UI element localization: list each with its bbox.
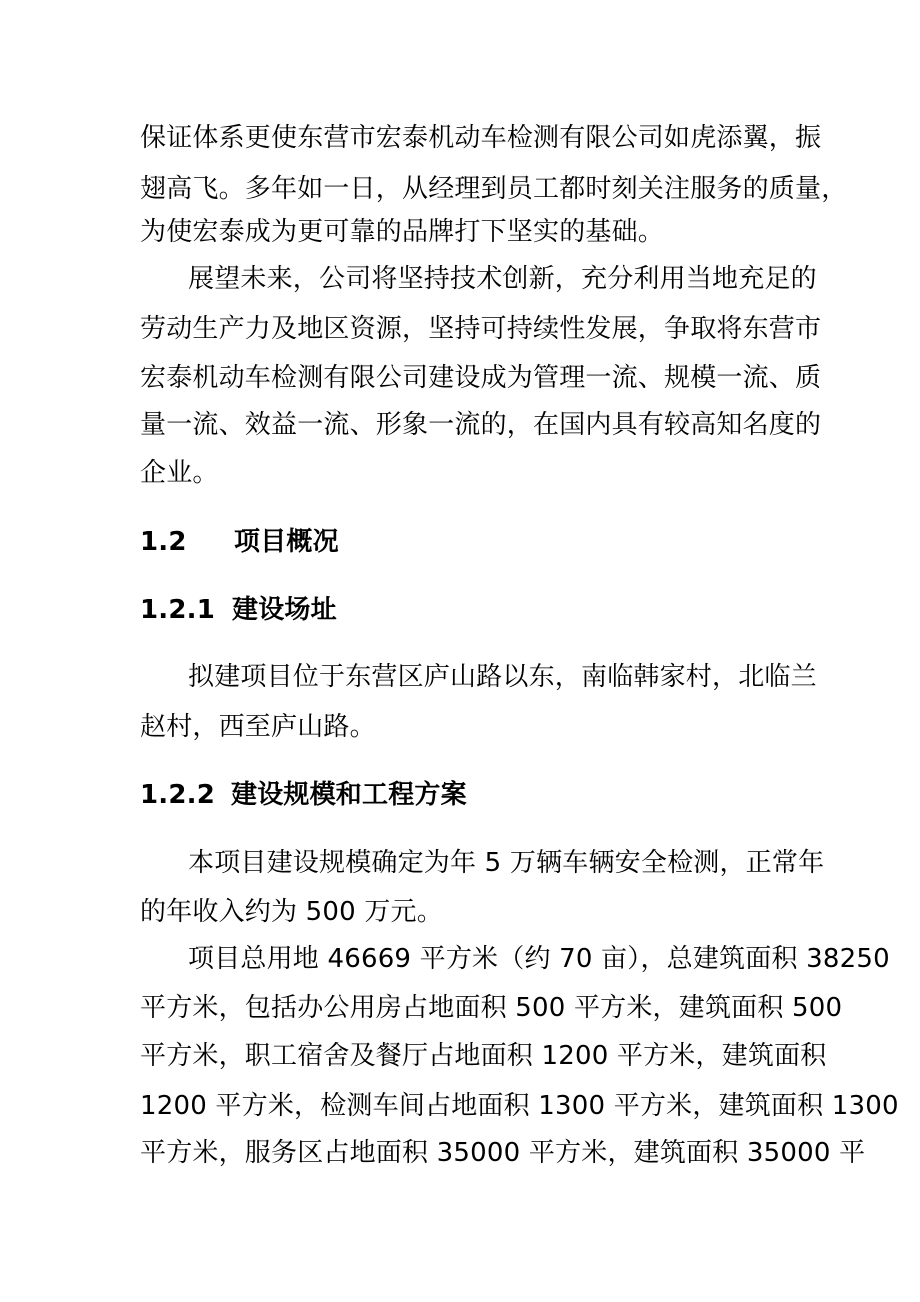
paragraph-line: 本项目建设规模确定为年 5 万辆车辆安全检测，正常年 bbox=[188, 848, 825, 878]
section-heading-1-2-2 bbox=[140, 782, 467, 808]
paragraph-line: 劳动生产力及地区资源，坚持可持续性发展，争取将东营市 bbox=[140, 314, 822, 344]
section-title: 项目概况 bbox=[234, 527, 339, 557]
paragraph-line: 企业。 bbox=[140, 458, 219, 488]
paragraph-line: 为使宏泰成为更可靠的品牌打下坚实的基础。 bbox=[140, 217, 665, 247]
section-number: 1.2.2 bbox=[140, 780, 216, 810]
paragraph-line: 展望未来，公司将坚持技术创新，充分利用当地充足的 bbox=[188, 264, 817, 294]
section-number: 1.2 bbox=[140, 527, 187, 557]
paragraph-line: 拟建项目位于东营区庐山路以东，南临韩家村，北临兰 bbox=[188, 662, 817, 692]
section-heading-1-2-1 bbox=[140, 597, 337, 623]
paragraph-line: 平方米，职工宿舍及餐厅占地面积 1200 平方米，建筑面积 bbox=[140, 1041, 827, 1071]
paragraph-line: 保证体系更使东营市宏泰机动车检测有限公司如虎添翼，振 bbox=[140, 123, 822, 153]
paragraph-line: 1200 平方米，检测车间占地面积 1300 平方米，建筑面积 1300 bbox=[140, 1091, 899, 1121]
section-title: 建设规模和工程方案 bbox=[231, 780, 467, 810]
paragraph-line: 赵村，西至庐山路。 bbox=[140, 712, 376, 742]
section-title: 建设场址 bbox=[232, 595, 337, 625]
paragraph-line: 宏泰机动车检测有限公司建设成为管理一流、规模一流、质 bbox=[140, 363, 822, 393]
section-number: 1.2.1 bbox=[140, 595, 216, 625]
paragraph-line: 平方米，服务区占地面积 35000 平方米，建筑面积 35000 平 bbox=[140, 1138, 866, 1168]
section-heading-1-2 bbox=[140, 529, 339, 555]
paragraph-line: 量一流、效益一流、形象一流的，在国内具有较高知名度的 bbox=[140, 410, 822, 440]
paragraph-line: 项目总用地 46669 平方米（约 70 亩），总建筑面积 38250 bbox=[188, 944, 890, 974]
paragraph-line: 翅高飞。多年如一日，从经理到员工都时刻关注服务的质量， bbox=[140, 174, 848, 204]
paragraph-line: 平方米，包括办公用房占地面积 500 平方米，建筑面积 500 bbox=[140, 993, 843, 1023]
paragraph-line: 的年收入约为 500 万元。 bbox=[140, 897, 443, 927]
